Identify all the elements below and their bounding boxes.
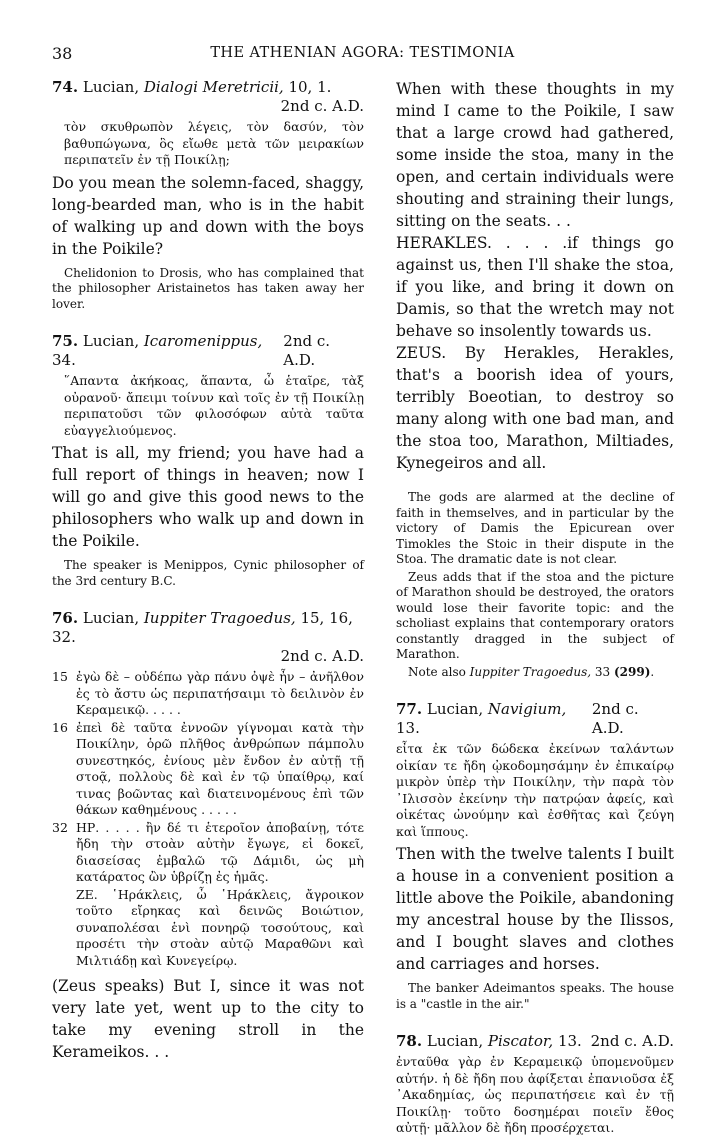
greek-text: ΗΡ. . . . . ἢν δέ τι ἑτεροῖον ἀποβαίνῃ, τότε ἤδη τὴν στοὰν αὐτὴν ἔγωγε, εἰ δοκεῖ, διασείσας ἐμβαλῶ τῷ Δάμιδι, ὡς μὴ κατάρατος ὢν ὑβρίζῃ ἐς ἡμᾶς. (76, 819, 364, 884)
section-number: 32 (52, 819, 68, 835)
english-translation: That is all, my friend; you have had a full report of things in heaven; now I will go and give this good news to the philosophers who walk up and down in the Poikile. (52, 444, 364, 550)
commentary-note: Zeus adds that if the stoa and the picture of Marathon should be destroyed, the orators would lose their favorite topic: and the scholiast explains that contemporary orators constantly dragged in the subject of Marathon. (396, 569, 674, 661)
entry-date: 2nd c. A.D. (280, 97, 364, 115)
commentary-note: The banker Adeimantos speaks. The house is a "castle in the air." (396, 981, 674, 1011)
section-number: 16 (52, 719, 68, 735)
english-translation: When with these thoughts in my mind I came to the Poikile, I saw that a large crowd had gathered, some inside the stoa, many in the open, and certain individuals were shouting and straining their lungs, sitting on the seats. . . (396, 80, 674, 230)
greek-text: ἐγὼ δὲ – οὐδέπω γὰρ πάνυ ὀψὲ ἦν – ἀνῆλθον ἐς τὸ ἄστυ ὡς περιπατήσαιμι τὸ δειλινὸν ἐν Κεραμεικῷ. . . . . (76, 669, 364, 717)
greek-text: εἶτα ἐκ τῶν δώδεκα ἐκείνων ταλάντων οἰκίαν τε ἤδη ᾠκοδομησάμην ἐν ἐπικαίρῳ μικρὸν ὑπὲρ τὴν Ποικίλην, τὴν παρὰ τὸν ᾿Ιλισσὸν ἐκείνην τὴν πατρῴαν ἀφείς, καὶ οἰκέτας ὠνούμην καὶ ἐσθῆτας καὶ ζεύγη καὶ ἵππους. (396, 741, 674, 839)
greek-text: ἐνταῦθα γὰρ ἐν Κεραμεικῷ ὑπομενοῦμεν αὐτήν. ἡ δὲ ἤδη που ἀφίξεται ἐπανιοῦσα ἐξ ᾿Ακαδημίας, ὡς περιπατήσειε καὶ ἐν τῇ Ποικίλῃ· τοῦτο δοσημέραι ποιεῖν ἔθος αὐτῇ· μᾶλλον δὲ ἤδη προσέρχεται. (396, 1054, 674, 1135)
greek-passage-15 (52, 669, 364, 719)
greek-text: ΖΕ. ῾Ηράκλεις, ὦ ῾Ηράκλεις, ἄγροικον τοῦτο εἴρηκας καὶ δεινῶς Βοιώτιον, συναπολέσαι ἑνὶ πονηρῷ τοσούτους, καὶ προσέτι τὴν στοὰν αὐτῷ Μαραθῶνι καὶ Μιλτιάδῃ καὶ Κυνεγείρῳ. (76, 886, 364, 968)
commentary-note: The gods are alarmed at the decline of faith in themselves, and in particular by the victory of Damis the Epicurean over Timokles the Stoic in their dispute in the Stoa. The dramatic date is not clear. (396, 490, 674, 566)
section-number: 15 (52, 669, 68, 684)
entry-date: 2nd c. A.D. (591, 700, 639, 737)
entry-reference: 15, 16, 32. (52, 609, 353, 646)
entry-author: Lucian, (82, 78, 140, 96)
page-header (0, 44, 725, 66)
greek-text: ἐπεὶ δὲ ταῦτα ἐννοῶν γίγνομαι κατὰ τὴν Ποικίλην, ὁρῶ πλῆθος ἀνθρώπων πάμπολυ συνεστηκός, ἐνίους μὲν ἔνδον ἐν αὐτῇ τῇ στοᾷ, πολλοὺς δὲ καὶ ἐν τῷ ὑπαίθρῳ, καί τινας βοῶντας καὶ διατεινομένους ἐπὶ τῶν θάκων καθημένους . . . . . (76, 719, 364, 817)
greek-text: τὸν σκυθρωπὸν λέγεις, τὸν δασύν, τὸν βαθυπώγωνα, ὃς εἴωθε μετὰ τῶν μειρακίων περιπατεῖν ἐν τῇ Ποικίλῃ; (64, 119, 364, 167)
entry-78 (396, 1032, 674, 1137)
entry-date: 2nd c. A.D. (590, 1032, 674, 1050)
commentary-note: The speaker is Menippos, Cynic philosopher of the 3rd century B.C. (52, 558, 364, 588)
entry-reference: 13. (396, 719, 420, 737)
entry-reference: 34. (52, 351, 76, 369)
entry-number: 76. (52, 609, 79, 627)
entry-reference: 10, 1. (288, 78, 332, 96)
english-translation: Then with the twelve talents I built a house in a convenient position a little above the Poikile, abandoning my ancestral house by the Ilissos, and I bought slaves and clothes and carriages and horses. (396, 845, 675, 973)
entry-author: Lucian, (82, 332, 140, 350)
entry-date: 2nd c. A.D. (283, 332, 331, 369)
entry-number: 77. (396, 700, 423, 718)
cross-reference: (299) (614, 664, 651, 679)
entry-date: 2nd c. A.D. (280, 647, 364, 665)
entry-heading (52, 78, 364, 97)
greek-passage-16 (52, 720, 364, 819)
entry-author: Lucian, (82, 609, 140, 627)
left-column (52, 78, 364, 1069)
entry-title: Dialogi Meretricii, (143, 78, 284, 96)
english-translation: ZEUS. By Herakles, Herakles, that's a boorish idea of yours, terribly Boeotian, to destroy so many along with one bad man, and the stoa too, Marathon, Miltiades, Kynegeiros and all. (396, 344, 674, 472)
english-translation: HERAKLES. . . . .if things go against us, then I'll shake the stoa, if you like, and bring it down on Damis, so that the wretch may not behave so insolently towards us. (396, 234, 674, 340)
greek-passage-32 (52, 820, 364, 886)
entry-76 (52, 609, 364, 1063)
entry-title: Piscator, (487, 1032, 554, 1050)
entry-title: Icaromenippus, (143, 332, 263, 350)
entry-heading (396, 700, 674, 738)
entry-74 (52, 78, 364, 312)
greek-passage-32-zeus (52, 887, 364, 970)
english-translation: Do you mean the solemn-faced, shaggy, long-bearded man, who is in the habit of walking up and down with the boys in the Poikile? (52, 173, 364, 258)
cross-reference-note: Note also Iuppiter Tragoedus, 33 (299). (408, 664, 655, 679)
entry-author: Lucian, (426, 700, 484, 718)
entry-75 (52, 332, 364, 589)
entry-author: Lucian, (426, 1032, 484, 1050)
commentary-note: Chelidonion to Drosis, who has complained that the philosopher Aristainetos has taken away her lover. (52, 265, 364, 311)
right-column (396, 78, 674, 1140)
entry-heading (396, 1032, 674, 1051)
entry-number: 75. (52, 332, 79, 350)
entry-title: Navigium, (487, 700, 567, 718)
entry-77 (396, 700, 674, 1012)
entry-reference: 13. (557, 1032, 582, 1050)
entry-number: 74. (52, 78, 79, 96)
page-number: 38 (52, 44, 73, 63)
running-title: THE ATHENIAN AGORA: TESTIMONIA (210, 45, 515, 61)
entry-heading (52, 609, 364, 647)
greek-text: ῞Απαντα ἀκήκοας, ἅπαντα, ὦ ἑταῖρε, τὰξ οὐρανοῦ· ἄπειμι τοίνυν καὶ τοῖς ἐν τῇ Ποικίλῃ περιπατοῦσι τῶν φιλοσόφων αὐτὰ ταῦτα εὐαγγελιούμενος. (64, 373, 364, 438)
english-translation: (Zeus speaks) But I, since it was not very late yet, went up to the city to take my evening stroll in the Kerameikos. . . (52, 977, 364, 1061)
entry-heading (52, 332, 364, 370)
entry-title: Iuppiter Tragoedus, (143, 609, 296, 627)
entry-number: 78. (396, 1032, 423, 1050)
